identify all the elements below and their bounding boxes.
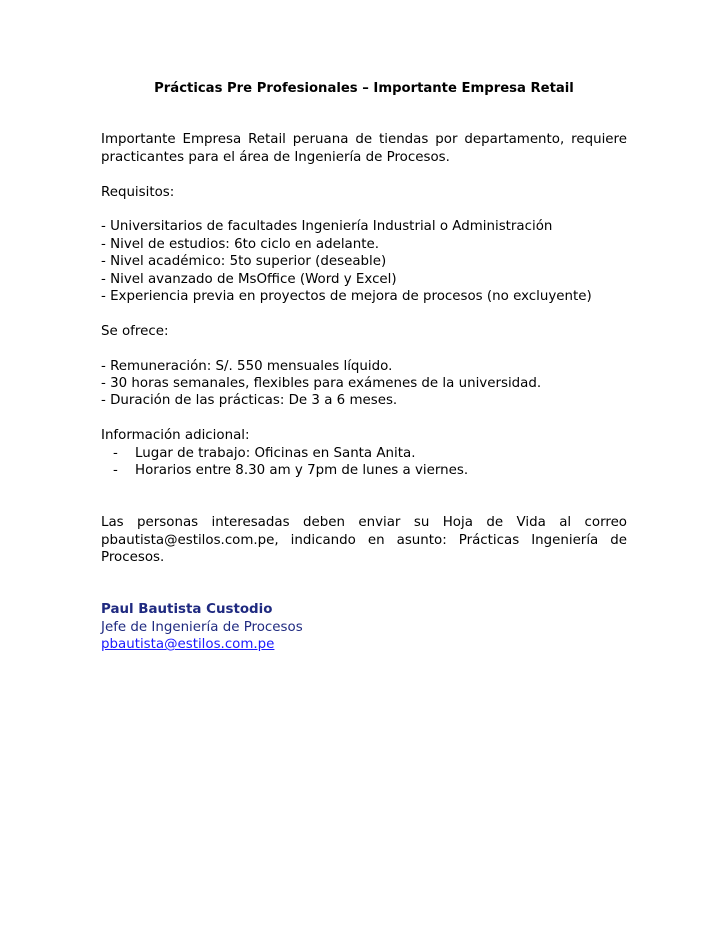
ofrece-heading: Se ofrece:	[101, 323, 169, 339]
spacer	[101, 166, 627, 183]
spacer	[101, 566, 627, 601]
spacer	[101, 305, 627, 322]
spacer	[101, 201, 627, 218]
document-page	[101, 80, 627, 653]
list-item-text: Lugar de trabajo: Oficinas en Santa Anita.	[135, 445, 416, 461]
list-item: - Nivel avanzado de MsOffice (Word y Excel)	[101, 271, 397, 287]
dash-bullet: -	[113, 463, 118, 479]
spacer	[101, 410, 627, 427]
list-item: - Remuneración: S/. 550 mensuales líquido.	[101, 358, 393, 374]
signature-role: Jefe de Ingeniería de Procesos	[101, 619, 303, 635]
list-item: - 30 horas semanales, flexibles para exámenes de la universidad.	[101, 376, 542, 392]
signature-email-link[interactable]: pbautista@estilos.com.pe	[101, 637, 275, 653]
list-item: - Universitarios de facultades Ingeniería Industrial o Administración	[101, 219, 553, 235]
list-item	[113, 445, 627, 462]
ofrece-list	[101, 358, 627, 410]
signature-email-line	[101, 636, 627, 653]
requisitos-heading: Requisitos:	[101, 184, 175, 200]
requisitos-list	[101, 218, 627, 305]
list-item: - Nivel académico: 5to superior (deseable)	[101, 254, 387, 270]
spacer	[101, 479, 627, 514]
list-item-text: Horarios entre 8.30 am y 7pm de lunes a viernes.	[135, 463, 469, 479]
list-item: - Nivel de estudios: 6to ciclo en adelante.	[101, 236, 379, 252]
spacer	[101, 340, 627, 357]
adicional-list	[101, 445, 627, 480]
intro-paragraph: Importante Empresa Retail peruana de tiendas por departamento, requiere practicantes para el área de Ingeniería de Procesos.	[101, 132, 627, 165]
document-title: Prácticas Pre Profesionales – Importante Empresa Retail	[154, 81, 574, 96]
list-item	[113, 462, 627, 479]
dash-bullet: -	[113, 445, 118, 461]
instructions-paragraph: Las personas interesadas deben enviar su Hoja de Vida al correo pbautista@estilos.com.pe, indicando en asunto: Prácticas Ingeniería de Procesos.	[101, 515, 627, 566]
list-item: - Duración de las prácticas: De 3 a 6 meses.	[101, 393, 398, 409]
signature-name: Paul Bautista Custodio	[101, 602, 273, 618]
adicional-heading: Información adicional:	[101, 428, 250, 444]
list-item: - Experiencia previa en proyectos de mejora de procesos (no excluyente)	[101, 289, 592, 305]
